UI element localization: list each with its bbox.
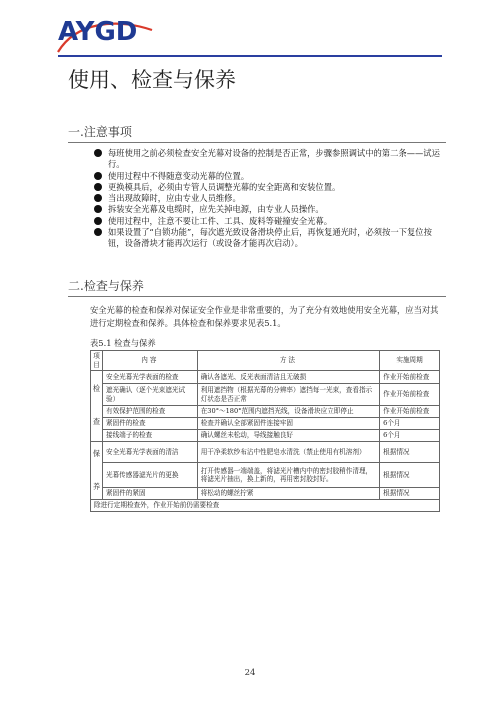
cell-content: 安全光幕光学表面的清洁 — [102, 442, 197, 463]
header-cycle: 实施周期 — [380, 351, 440, 371]
section-divider — [68, 296, 446, 297]
table-header-row — [91, 351, 440, 371]
bullet-icon — [94, 149, 102, 157]
table-row — [91, 488, 440, 500]
section-divider — [68, 142, 446, 143]
cell-cycle: 作业开始前检查 — [380, 384, 440, 406]
page-title: 使用、检查与保养 — [68, 68, 236, 92]
cell-cycle: 作业开始前检查 — [380, 371, 440, 384]
cell-method: 利用遮挡物（根据光幕的分辨率）遮挡每一光束，查看指示灯状态是否正常 — [197, 384, 379, 406]
cell-method: 在30°～180°范围内遮挡光线，设备滑块应立即停止 — [197, 406, 379, 418]
bullet-icon — [94, 205, 102, 213]
bullet-icon — [94, 172, 102, 180]
cell-content: 有效保护范围的检查 — [102, 406, 197, 418]
cell-cycle: 6个月 — [380, 430, 440, 442]
bullet-icon — [94, 217, 102, 225]
cell-content: 光幕传感器滤光片的更换 — [102, 463, 197, 488]
cell-content: 接线端子的检查 — [102, 430, 197, 442]
header-rule — [58, 55, 442, 57]
list-item: 拆装安全光幕及电缆时，应先关掉电源，由专业人员操作。 — [96, 204, 446, 215]
table-row — [91, 442, 440, 463]
cell-cycle: 6个月 — [380, 418, 440, 430]
brand-logo: AYGD — [58, 17, 138, 47]
cell-cycle: 根据情况 — [380, 463, 440, 488]
cell-method: 确认螺丝未松动，导线接触良好 — [197, 430, 379, 442]
cell-cycle: 根据情况 — [380, 488, 440, 500]
bullet-icon — [94, 228, 102, 236]
page-number: 24 — [244, 668, 256, 678]
table-row — [91, 371, 440, 384]
cell-method: 确认各遮光、反光表面清洁且无破损 — [197, 371, 379, 384]
cell-method: 检查并确认全部紧固件连接牢固 — [197, 418, 379, 430]
table-footer-row — [91, 500, 440, 512]
cell-method: 打开传感器一端端盖，将滤光片槽内中的密封胶稍作清理，将滤光片抽出，换上新的，再用密封胶封好。 — [197, 463, 379, 488]
maintenance-table — [90, 350, 440, 512]
header-project: 项目 — [91, 351, 103, 371]
maintenance-paragraph: 安全光幕的检查和保养对保证安全作业是非常重要的，为了充分有效地使用安全光幕，应当对其进行定期检查和保养。具体检查和保养要求见表5.1。 — [90, 305, 439, 328]
cell-cycle: 根据情况 — [380, 442, 440, 463]
list-item: 使用过程中不得随意变动光幕的位置。 — [96, 171, 446, 182]
group-inspect: 检 查 — [91, 371, 103, 442]
cell-cycle: 作业开始前检查 — [380, 406, 440, 418]
table-row — [91, 430, 440, 442]
table-caption: 表5.1 检查与保养 — [90, 338, 156, 348]
table-row — [91, 463, 440, 488]
group-maintain: 保 养 — [91, 442, 103, 500]
cell-content: 安全光幕光学表面的检查 — [102, 371, 197, 384]
section-heading-notes: 一.注意事项 — [68, 125, 132, 139]
table-row — [91, 384, 440, 406]
list-item: 每班使用之前必须检查安全光幕对设备的控制是否正常，步骤参照调试中的第二条——试运行。 — [96, 148, 446, 171]
header-method: 方法 — [197, 351, 379, 371]
table-row — [91, 418, 440, 430]
table-footer-note: 除进行定期检查外，作业开始前仍需要检查 — [91, 500, 440, 512]
cell-content: 紧固件的紧固 — [102, 488, 197, 500]
list-item: 使用过程中，注意不要让工件、工具、废料等碰撞安全光幕。 — [96, 216, 446, 227]
cell-content: 遮光确认（逐个光束遮光试验） — [102, 384, 197, 406]
section-heading-maintenance: 二.检查与保养 — [68, 279, 144, 293]
list-item: 如果设置了“自锁功能”，每次遮光致设备滑块停止后，再恢复通光时，必须按一下复位按钮，设备滑块才能再次运行（或设备才能再次启动）。 — [96, 227, 446, 250]
table-row — [91, 406, 440, 418]
list-item: 当出现故障时，应由专业人员维修。 — [96, 193, 446, 204]
notes-list — [96, 148, 446, 250]
list-item: 更换模具后，必须由专管人员调整光幕的安全距离和安装位置。 — [96, 182, 446, 193]
cell-method: 将松动的螺丝拧紧 — [197, 488, 379, 500]
cell-method: 用干净柔软纱布沾中性肥皂水清洗（禁止使用有机溶剂） — [197, 442, 379, 463]
bullet-icon — [94, 194, 102, 202]
cell-content: 紧固件的检查 — [102, 418, 197, 430]
bullet-icon — [94, 183, 102, 191]
header-content: 内容 — [102, 351, 197, 371]
